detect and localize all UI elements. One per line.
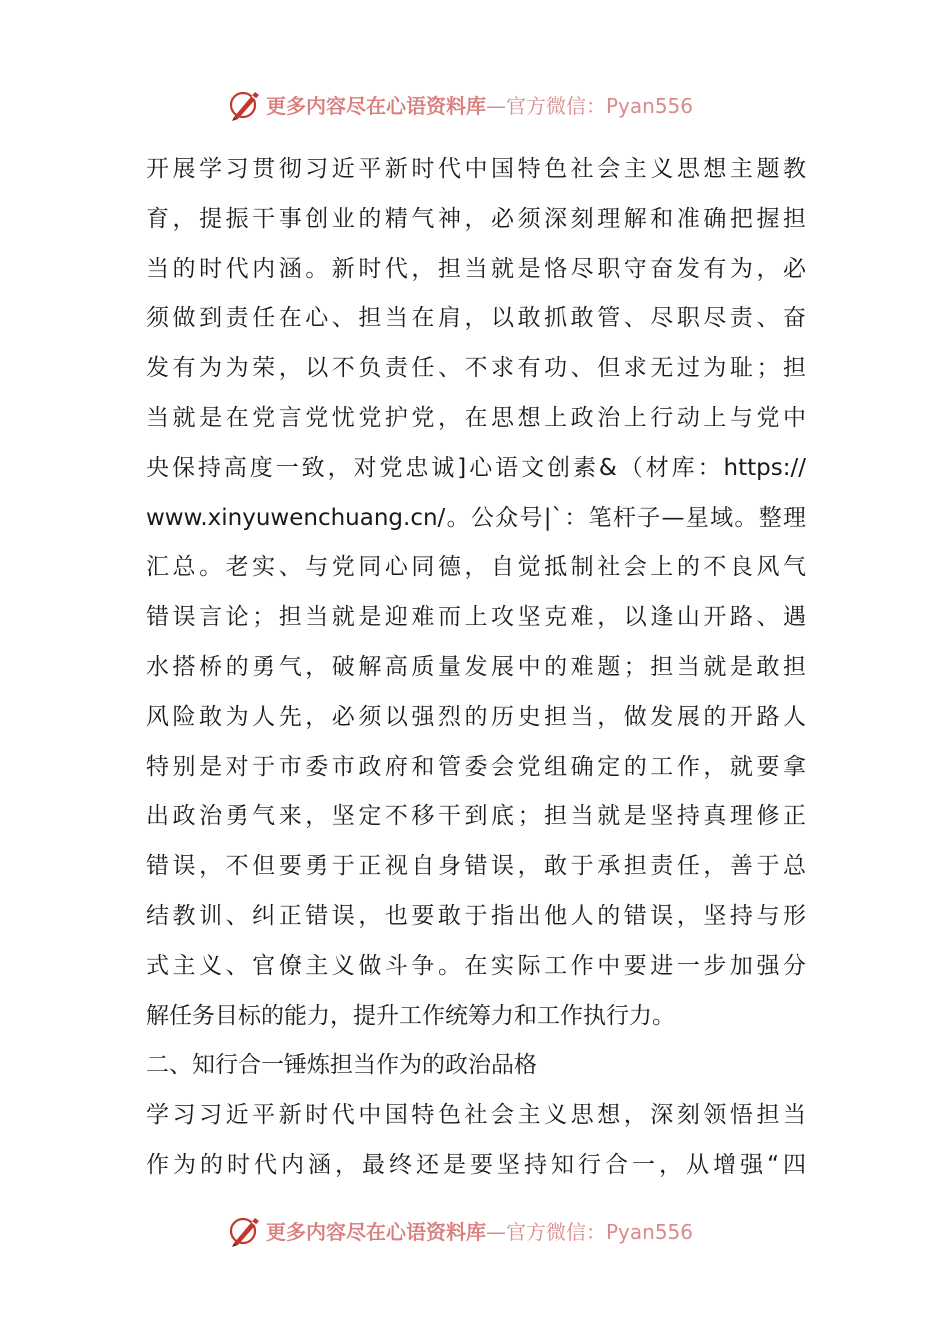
banner-contact-text: —官方微信：Pyan556	[486, 93, 694, 118]
text-line: 水搭桥的勇气，破解高质量发展中的难题；担当就是敢担	[146, 653, 806, 680]
body-text	[146, 145, 806, 1191]
text-line: 错误，不但要勇于正视自身错误，敢于承担责任，善于总	[146, 853, 806, 880]
pen-circle-logo-icon	[228, 87, 262, 121]
text-line: 出政治勇气来，坚定不移干到底；担当就是坚持真理修正	[146, 803, 806, 830]
text-line: 开展学习贯彻习近平新时代中国特色社会主义思想主题教	[146, 156, 806, 182]
text-line: 发有为为荣，以不负责任、不求有功、但求无过为耻；担	[146, 355, 806, 382]
text-line: 须做到责任在心、担当在肩，以敢抓敢管、尽职尽责、奋	[146, 305, 806, 332]
text-line: 当就是在党言党忧党护党，在思想上政治上行动上与党中	[146, 404, 806, 431]
text-line: 当的时代内涵。新时代，担当就是恪尽职守奋发有为，必	[146, 255, 806, 282]
text-line: 作为的时代内涵，最终还是要坚持知行合一，从增强“四	[146, 1151, 806, 1178]
text-line: 学习习近平新时代中国特色社会主义思想，深刻领悟担当	[146, 1102, 806, 1129]
text-line: 风险敢为人先，必须以强烈的历史担当，做发展的开路人	[146, 703, 806, 730]
banner-contact-text: —官方微信：Pyan556	[486, 1219, 694, 1244]
banner-lead-text: 更多内容尽在心语资料库	[266, 93, 486, 118]
text-line: 央保持高度一致，对党忠诚]心语文创素&（材库：https://	[146, 454, 806, 481]
text-line: 特别是对于市委市政府和管委会党组确定的工作，就要拿	[146, 753, 806, 780]
text-line: www.xinyuwenchuang.cn/。公众号|`：笔杆子—星域。整理	[146, 504, 806, 531]
section-heading: 二、知行合一锤炼担当作为的政治品格	[146, 1052, 537, 1079]
footer-banner	[228, 1210, 693, 1250]
banner-lead-text: 更多内容尽在心语资料库	[266, 1219, 486, 1244]
text-line: 汇总。老实、与党同心同德，自觉抵制社会上的不良风气	[146, 554, 806, 581]
pen-circle-logo-icon	[228, 1213, 262, 1247]
header-banner	[228, 84, 693, 124]
text-line: 错误言论；担当就是迎难而上攻坚克难，以逢山开路、遇	[146, 604, 806, 631]
text-line: 育，提振干事创业的精气神，必须深刻理解和准确把握担	[146, 205, 806, 232]
text-line: 结教训、纠正错误，也要敢于指出他人的错误，坚持与形	[146, 902, 806, 929]
text-line: 式主义、官僚主义做斗争。在实际工作中要进一步加强分	[146, 952, 806, 979]
text-line-last: 解任务目标的能力，提升工作统筹力和工作执行力。	[146, 1002, 675, 1029]
